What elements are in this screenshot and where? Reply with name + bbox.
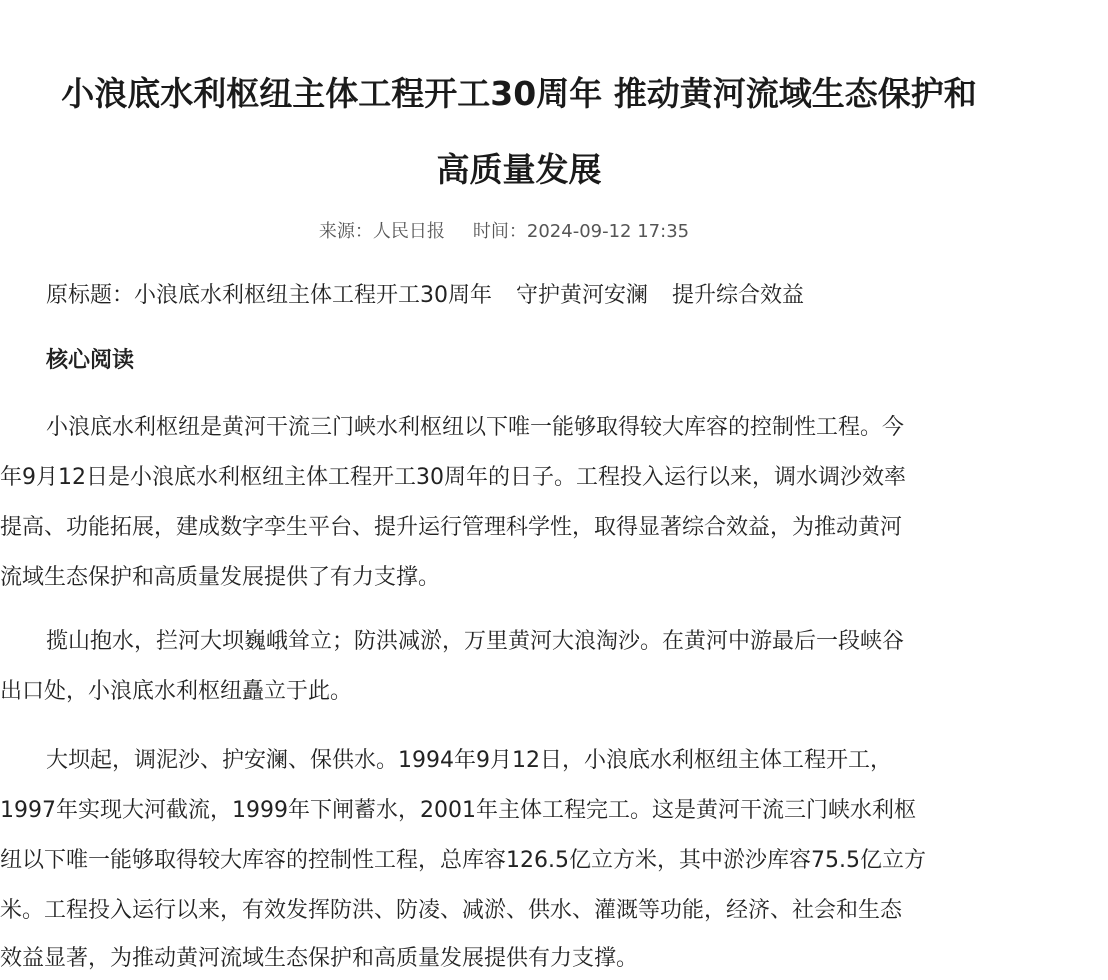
paragraph-line: 年9月12日是小浪底水利枢纽主体工程开工30周年的日子。工程投入运行以来，调水调沙效率	[0, 465, 906, 490]
paragraph-line: 流域生态保护和高质量发展提供了有力支撑。	[0, 565, 441, 590]
paragraph-line: 提高、功能拓展，建成数字孪生平台、提升运行管理科学性，取得显著综合效益，为推动黄河	[0, 515, 903, 540]
original-title-part-2: 守护黄河安澜	[516, 283, 649, 308]
paragraph-line: 揽山抱水，拦河大坝巍峨耸立；防洪减淤，万里黄河大浪淘沙。在黄河中游最后一段峡谷	[46, 629, 905, 654]
paragraph-line: 效益显著，为推动黄河流域生态保护和高质量发展提供有力支撑。	[0, 946, 639, 971]
original-title	[46, 280, 804, 312]
section-heading: 核心阅读	[46, 348, 135, 373]
article-source: 来源：人民日报	[318, 221, 445, 242]
article-meta	[0, 220, 1008, 244]
paragraph-line: 1997年实现大河截流，1999年下闸蓄水，2001年主体工程完工。这是黄河干流三门峡水利枢	[0, 798, 916, 823]
original-title-part-1: 小浪底水利枢纽主体工程开工30周年	[134, 283, 493, 308]
paragraph-line: 纽以下唯一能够取得较大库容的控制性工程，总库容126.5亿立方米，其中淤沙库容75.5亿立方	[0, 848, 926, 873]
paragraph-line: 大坝起，调泥沙、护安澜、保供水。1994年9月12日，小浪底水利枢纽主体工程开工，	[46, 748, 892, 773]
article-time: 时间：2024-09-12 17:35	[472, 221, 690, 242]
paragraph-line: 米。工程投入运行以来，有效发挥防洪、防凌、减淤、供水、灌溉等功能，经济、社会和生态	[0, 898, 903, 923]
original-title-label: 原标题：	[46, 283, 135, 308]
article-title-line-2: 高质量发展	[436, 150, 602, 189]
article-title-line-1: 小浪底水利枢纽主体工程开工30周年 推动黄河流域生态保护和	[61, 74, 977, 113]
paragraph-line: 小浪底水利枢纽是黄河干流三门峡水利枢纽以下唯一能够取得较大库容的控制性工程。今	[46, 415, 905, 440]
original-title-part-3: 提升综合效益	[672, 283, 805, 308]
paragraph-line: 出口处，小浪底水利枢纽矗立于此。	[0, 679, 353, 704]
